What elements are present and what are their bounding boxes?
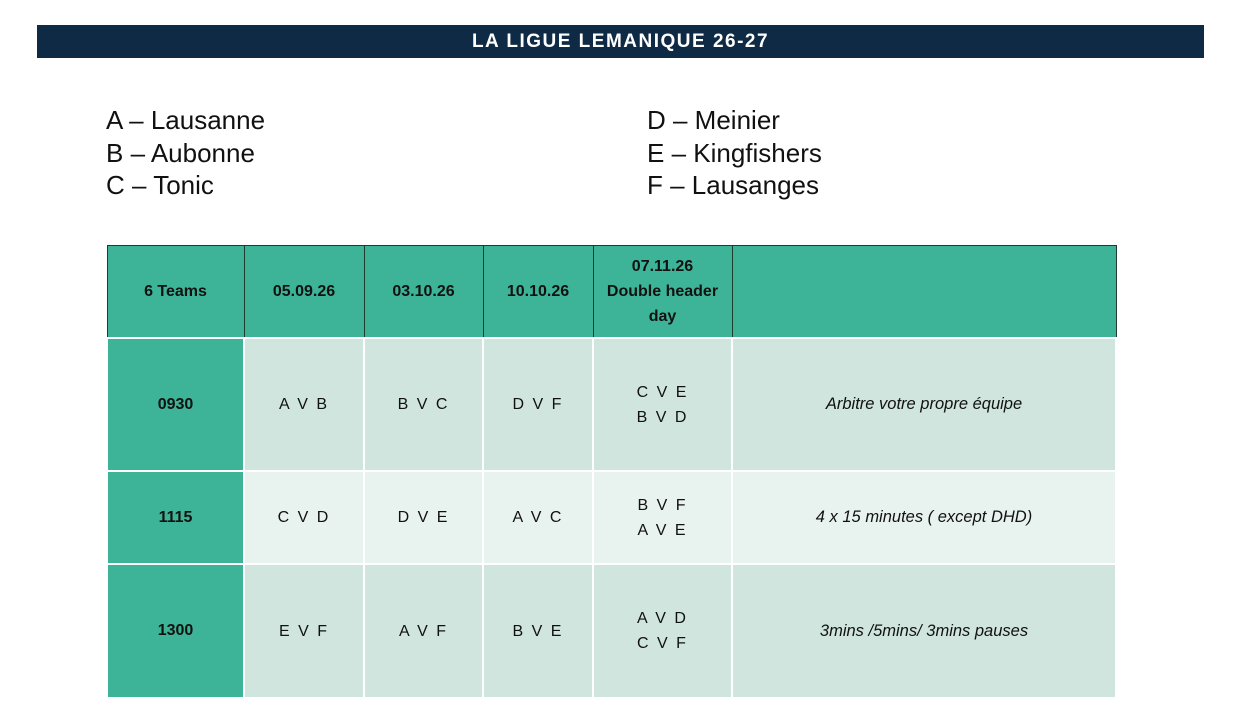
match-line: A V E (637, 521, 688, 539)
team-entry: C – Tonic (106, 170, 214, 200)
table-row (107, 338, 1116, 471)
note-cell: 3mins /5mins/ 3mins pauses (732, 564, 1116, 698)
table-row (107, 564, 1116, 698)
time-cell: 1115 (107, 471, 244, 564)
double-header-cell (593, 471, 732, 564)
team-entry: F – Lausanges (647, 170, 820, 200)
header-date-2: 03.10.26 (364, 246, 483, 339)
header-date-1: 05.09.26 (244, 246, 364, 339)
double-header-cell (593, 564, 732, 698)
header-date-4-label: Double header (606, 283, 719, 300)
note-cell: Arbitre votre propre équipe (732, 338, 1116, 471)
title-bar (37, 25, 1204, 58)
time-cell: 1300 (107, 564, 244, 698)
header-date-4 (593, 246, 732, 339)
match-cell: D V F (483, 338, 593, 471)
match-cell: E V F (244, 564, 364, 698)
table-row (107, 471, 1116, 564)
page-title: LA LIGUE LEMANIQUE 26-27 (471, 30, 770, 52)
header-row (107, 246, 1116, 339)
match-cell: B V C (364, 338, 483, 471)
team-entry: B – Aubonne (106, 137, 255, 168)
match-cell: C V D (244, 471, 364, 564)
match-line: B V D (636, 408, 689, 426)
match-line: C V F (637, 635, 688, 652)
note-cell: 4 x 15 minutes ( except DHD) (732, 471, 1116, 564)
double-header-cell (593, 338, 732, 471)
teams-list-right (647, 104, 822, 202)
header-teams: 6 Teams (107, 246, 244, 339)
header-date-3: 10.10.26 (483, 246, 593, 339)
time-cell: 0930 (107, 338, 244, 471)
match-line: C V E (636, 383, 689, 401)
match-cell: A V C (483, 471, 593, 564)
team-entry: A – Lausanne (106, 105, 266, 135)
match-cell: A V F (364, 564, 483, 698)
match-cell: D V E (364, 471, 483, 564)
match-cell: A V B (244, 338, 364, 471)
match-line: B V F (637, 496, 688, 514)
team-entry: E – Kingfishers (647, 137, 822, 168)
header-date-4-label-2: day (648, 308, 677, 325)
match-cell: B V E (483, 564, 593, 698)
schedule-table (106, 245, 1117, 699)
teams-list-left (106, 104, 265, 202)
header-date-4-date: 07.11.26 (631, 258, 694, 275)
match-line: A V D (637, 610, 688, 627)
header-notes (732, 246, 1116, 339)
team-entry: D – Meinier (647, 105, 780, 135)
